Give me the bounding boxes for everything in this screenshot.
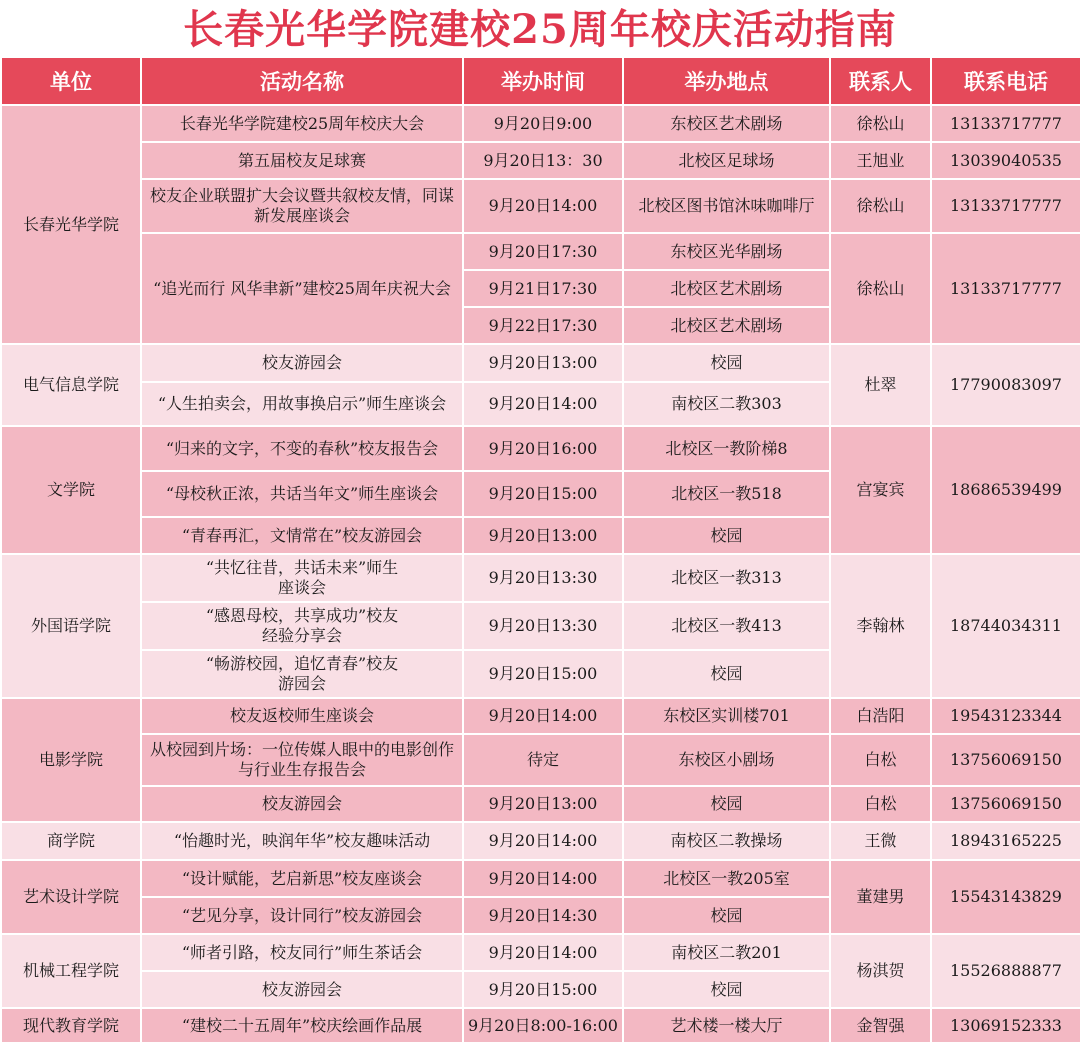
- phone-cell: 13133717777: [931, 179, 1080, 233]
- place-cell: 校园: [623, 897, 830, 934]
- activity-cell: “追光而行 风华聿新”建校25周年庆祝大会: [141, 233, 463, 344]
- time-cell: 9月20日14:00: [463, 179, 623, 233]
- table-row: [1, 786, 1080, 822]
- activity-cell: 从校园到片场：一位传媒人眼中的电影创作与行业生存报告会: [141, 734, 463, 786]
- table-row: [1, 1008, 1080, 1043]
- contact-cell: 白松: [830, 786, 931, 822]
- time-cell: 9月20日8:00-16:00: [463, 1008, 623, 1043]
- contact-cell: 白松: [830, 734, 931, 786]
- place-cell: 东校区艺术剧场: [623, 105, 830, 142]
- place-cell: 东校区光华剧场: [623, 233, 830, 270]
- table-row: [1, 822, 1080, 860]
- table-row: [1, 698, 1080, 734]
- time-cell: 9月20日13:00: [463, 786, 623, 822]
- activity-cell: “畅游校园，追忆青春”校友游园会: [141, 650, 463, 698]
- time-cell: 9月20日14:00: [463, 382, 623, 426]
- activity-cell: “艺见分享，设计同行”校友游园会: [141, 897, 463, 934]
- contact-cell: 徐松山: [830, 179, 931, 233]
- activity-cell: 校友游园会: [141, 786, 463, 822]
- activity-cell: 校友返校师生座谈会: [141, 698, 463, 734]
- table-row: [1, 934, 1080, 971]
- contact-cell: 杨淇贺: [830, 934, 931, 1008]
- place-cell: 北校区一教518: [623, 471, 830, 517]
- contact-cell: 王微: [830, 822, 931, 860]
- phone-cell: 19543123344: [931, 698, 1080, 734]
- place-cell: 北校区足球场: [623, 142, 830, 179]
- contact-cell: 杜翠: [830, 344, 931, 426]
- time-cell: 9月20日15:00: [463, 650, 623, 698]
- contact-cell: 白浩阳: [830, 698, 931, 734]
- place-cell: 北校区一教阶梯8: [623, 426, 830, 471]
- table-row: [1, 426, 1080, 471]
- table-row: [1, 734, 1080, 786]
- table-row: [1, 142, 1080, 179]
- time-cell: 9月20日13:00: [463, 517, 623, 554]
- place-cell: 南校区二教操场: [623, 822, 830, 860]
- column-header: 单位: [1, 57, 141, 105]
- place-cell: 艺术楼一楼大厅: [623, 1008, 830, 1043]
- table-row: [1, 344, 1080, 382]
- phone-cell: 18943165225: [931, 822, 1080, 860]
- page-title: 长春光华学院建校25周年校庆活动指南: [183, 6, 897, 53]
- activity-cell: “青春再汇，文情常在”校友游园会: [141, 517, 463, 554]
- phone-cell: 15543143829: [931, 860, 1080, 934]
- phone-cell: 15526888877: [931, 934, 1080, 1008]
- unit-cell: 外国语学院: [1, 554, 141, 698]
- table-row: [1, 233, 1080, 270]
- place-cell: 南校区二教303: [623, 382, 830, 426]
- table-header-row: [1, 57, 1080, 105]
- column-header: 举办地点: [623, 57, 830, 105]
- table-row: [1, 554, 1080, 602]
- contact-cell: 徐松山: [830, 233, 931, 344]
- activity-cell: 第五届校友足球赛: [141, 142, 463, 179]
- contact-cell: 李翰林: [830, 554, 931, 698]
- time-cell: 9月20日15:00: [463, 471, 623, 517]
- unit-cell: 电影学院: [1, 698, 141, 822]
- place-cell: 东校区小剧场: [623, 734, 830, 786]
- time-cell: 待定: [463, 734, 623, 786]
- unit-cell: 商学院: [1, 822, 141, 860]
- column-header: 活动名称: [141, 57, 463, 105]
- place-cell: 校园: [623, 971, 830, 1008]
- table-row: [1, 860, 1080, 897]
- time-cell: 9月20日13:30: [463, 602, 623, 650]
- activity-cell: 长春光华学院建校25周年校庆大会: [141, 105, 463, 142]
- place-cell: 北校区一教205室: [623, 860, 830, 897]
- place-cell: 校园: [623, 786, 830, 822]
- unit-cell: 文学院: [1, 426, 141, 554]
- phone-cell: 13756069150: [931, 734, 1080, 786]
- place-cell: 北校区艺术剧场: [623, 270, 830, 307]
- place-cell: 北校区艺术剧场: [623, 307, 830, 344]
- place-cell: 校园: [623, 650, 830, 698]
- time-cell: 9月20日13:00: [463, 344, 623, 382]
- activity-cell: “感恩母校，共享成功”校友经验分享会: [141, 602, 463, 650]
- table-row: [1, 105, 1080, 142]
- activity-cell: 校友企业联盟扩大会议暨共叙校友情，同谋新发展座谈会: [141, 179, 463, 233]
- activity-cell: 校友游园会: [141, 971, 463, 1008]
- activity-cell: “母校秋正浓，共话当年文”师生座谈会: [141, 471, 463, 517]
- place-cell: 东校区实训楼701: [623, 698, 830, 734]
- phone-cell: 17790083097: [931, 344, 1080, 426]
- time-cell: 9月21日17:30: [463, 270, 623, 307]
- time-cell: 9月20日13：30: [463, 142, 623, 179]
- time-cell: 9月20日14:00: [463, 934, 623, 971]
- time-cell: 9月20日13:30: [463, 554, 623, 602]
- activity-cell: “建校二十五周年”校庆绘画作品展: [141, 1008, 463, 1043]
- time-cell: 9月20日16:00: [463, 426, 623, 471]
- time-cell: 9月20日14:00: [463, 822, 623, 860]
- phone-cell: 13039040535: [931, 142, 1080, 179]
- phone-cell: 18686539499: [931, 426, 1080, 554]
- place-cell: 校园: [623, 344, 830, 382]
- time-cell: 9月20日14:30: [463, 897, 623, 934]
- phone-cell: 13133717777: [931, 233, 1080, 344]
- contact-cell: 王旭业: [830, 142, 931, 179]
- time-cell: 9月20日14:00: [463, 698, 623, 734]
- time-cell: 9月22日17:30: [463, 307, 623, 344]
- phone-cell: 13756069150: [931, 786, 1080, 822]
- activity-cell: “共忆往昔，共话未来”师生座谈会: [141, 554, 463, 602]
- column-header: 联系电话: [931, 57, 1080, 105]
- time-cell: 9月20日17:30: [463, 233, 623, 270]
- phone-cell: 18744034311: [931, 554, 1080, 698]
- time-cell: 9月20日9:00: [463, 105, 623, 142]
- unit-cell: 机械工程学院: [1, 934, 141, 1008]
- place-cell: 北校区一教413: [623, 602, 830, 650]
- contact-cell: 徐松山: [830, 105, 931, 142]
- unit-cell: 艺术设计学院: [1, 860, 141, 934]
- unit-cell: 现代教育学院: [1, 1008, 141, 1043]
- time-cell: 9月20日14:00: [463, 860, 623, 897]
- contact-cell: 金智强: [830, 1008, 931, 1043]
- activity-cell: “人生拍卖会，用故事换启示”师生座谈会: [141, 382, 463, 426]
- time-cell: 9月20日15:00: [463, 971, 623, 1008]
- unit-cell: 电气信息学院: [1, 344, 141, 426]
- unit-cell: 长春光华学院: [1, 105, 141, 344]
- activity-cell: “归来的文字，不变的春秋”校友报告会: [141, 426, 463, 471]
- table-row: [1, 179, 1080, 233]
- activity-cell: 校友游园会: [141, 344, 463, 382]
- contact-cell: 宫宴宾: [830, 426, 931, 554]
- phone-cell: 13069152333: [931, 1008, 1080, 1043]
- place-cell: 北校区一教313: [623, 554, 830, 602]
- contact-cell: 董建男: [830, 860, 931, 934]
- activity-cell: “师者引路，校友同行”师生茶话会: [141, 934, 463, 971]
- phone-cell: 13133717777: [931, 105, 1080, 142]
- place-cell: 北校区图书馆沐味咖啡厅: [623, 179, 830, 233]
- place-cell: 校园: [623, 517, 830, 554]
- column-header: 举办时间: [463, 57, 623, 105]
- place-cell: 南校区二教201: [623, 934, 830, 971]
- activity-cell: “怡趣时光，映润年华”校友趣味活动: [141, 822, 463, 860]
- activity-table: [0, 56, 1080, 1044]
- activity-cell: “设计赋能，艺启新思”校友座谈会: [141, 860, 463, 897]
- column-header: 联系人: [830, 57, 931, 105]
